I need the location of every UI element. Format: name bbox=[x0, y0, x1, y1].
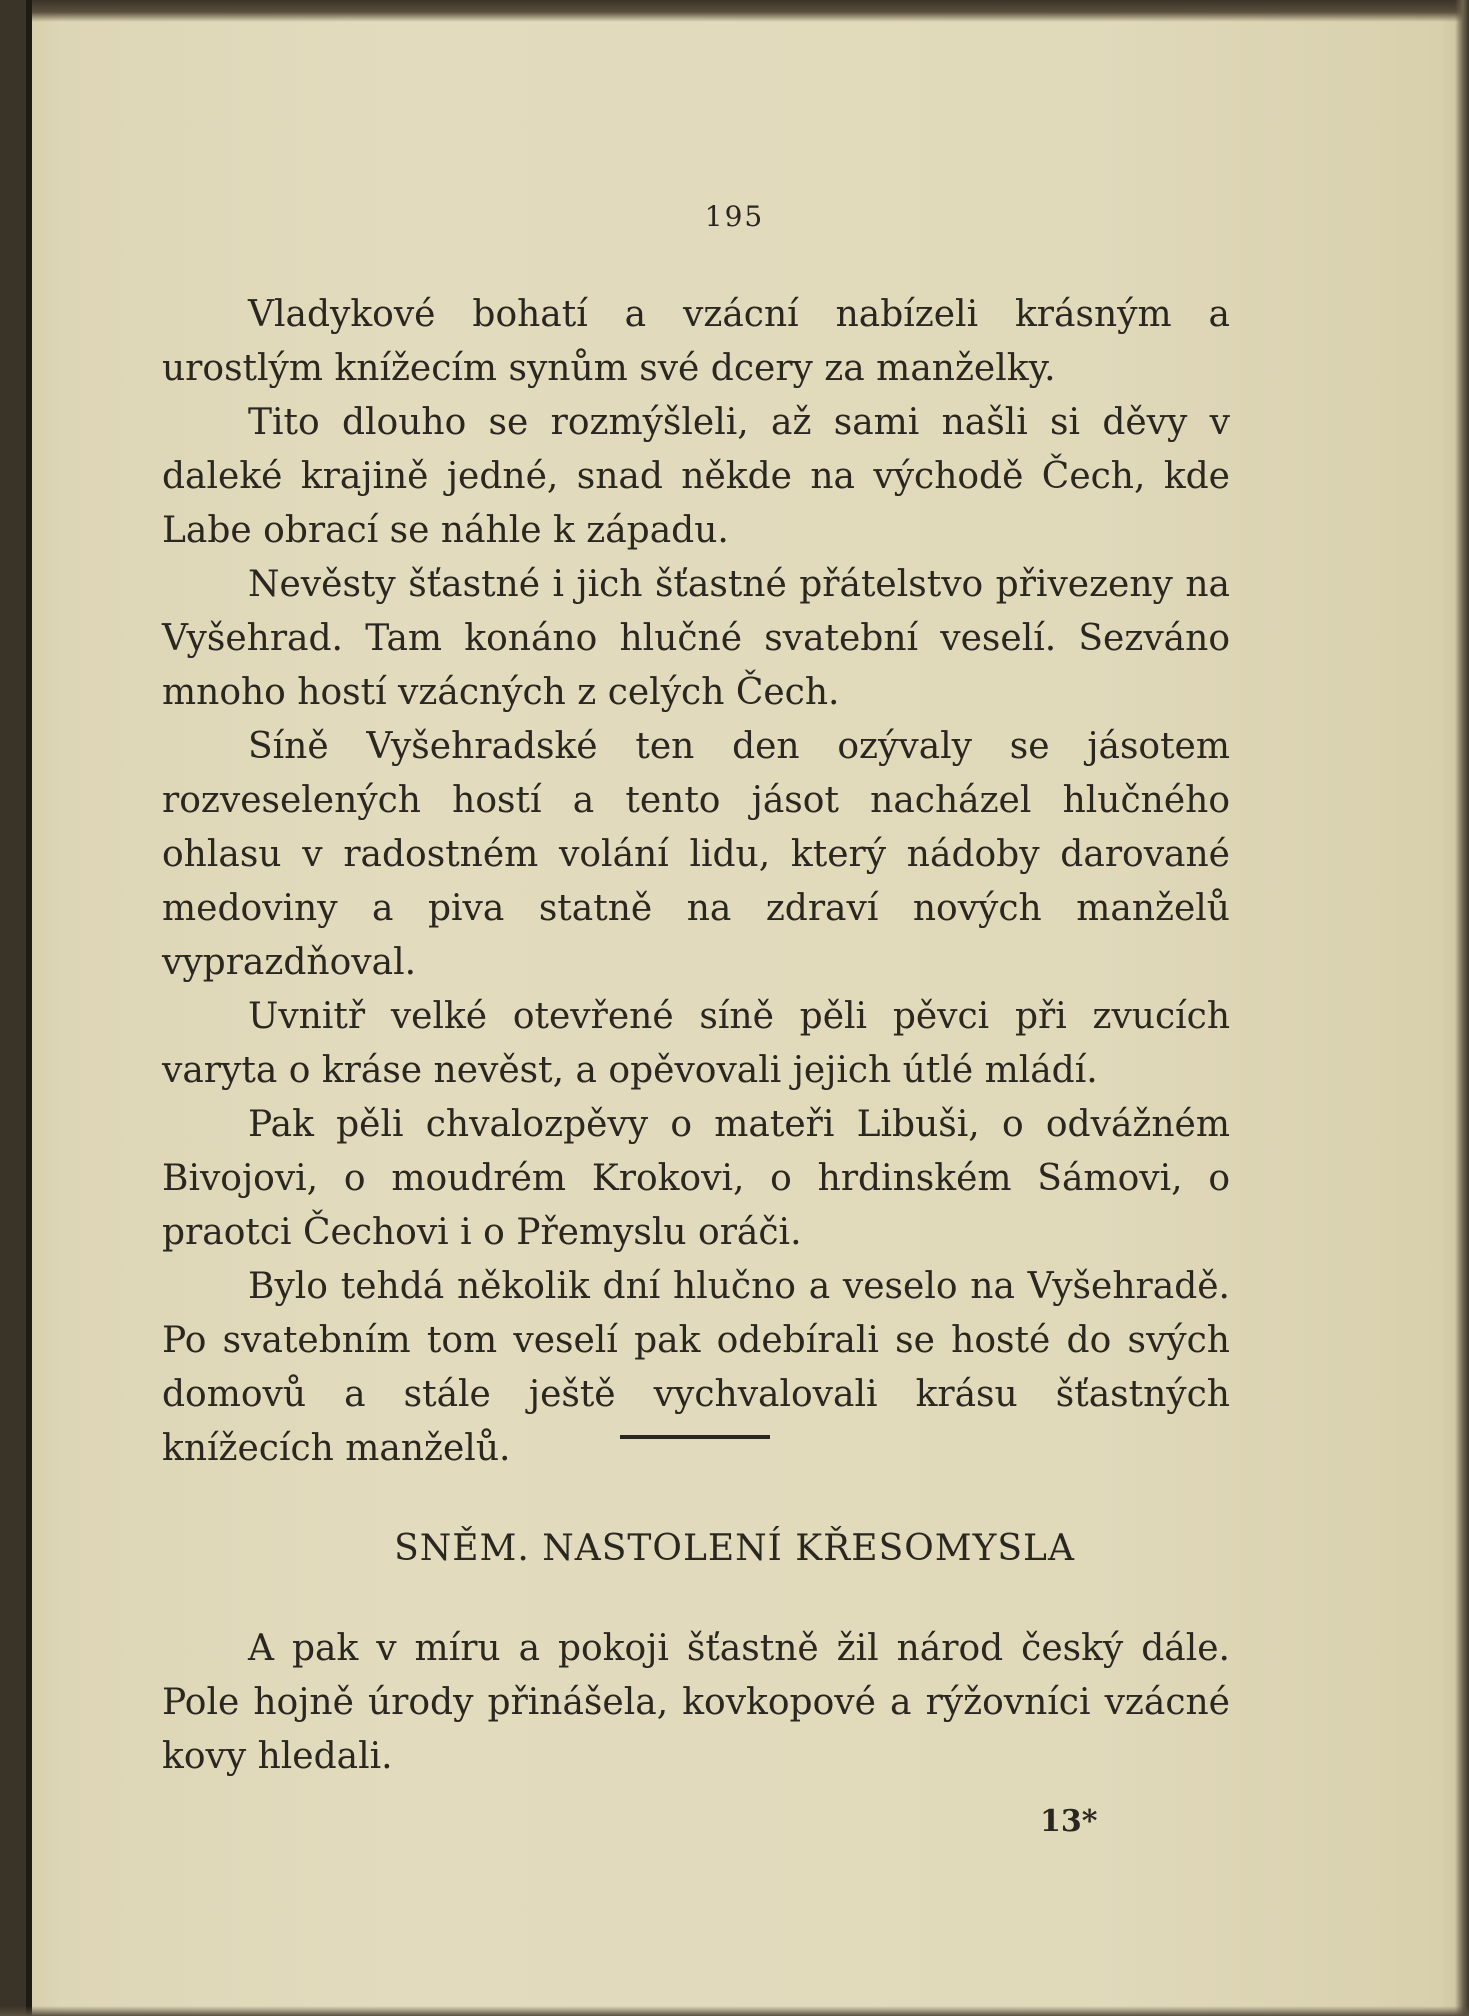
section-divider bbox=[620, 1435, 770, 1439]
page-number: 195 bbox=[704, 200, 765, 233]
paragraph: A pak v míru a pokoji šťastně žil národ český dále. Pole hojně úrody přinášela, kovkopové a rýžovníci vzácné kovy hledali. bbox=[162, 1628, 1230, 1777]
page-top-edge bbox=[0, 0, 1469, 22]
book-spine-line bbox=[26, 0, 32, 2016]
paragraph: Tito dlouho se rozmýšleli, až sami našli si děvy v daleké krajině jedné, snad někde na východě Čech, kde Labe obrací se náhle k západu. bbox=[162, 402, 1230, 551]
paragraph: Vladykové bohatí a vzácní nabízeli krásným a urostlým knížecím synům své dcery za manželky. bbox=[162, 294, 1230, 389]
signature-mark: 13* bbox=[1040, 1804, 1098, 1839]
paragraph: Uvnitř velké otevřené síně pěli pěvci při zvucích varyta o kráse nevěst, a opěvovali jejich útlé mládí. bbox=[162, 996, 1230, 1091]
chapter-text-top bbox=[162, 288, 1230, 1476]
chapter-text-bottom bbox=[162, 1622, 1230, 1784]
page-bottom-edge bbox=[0, 2006, 1469, 2016]
paragraph: Pak pěli chvalozpěvy o mateři Libuši, o odvážném Bivojovi, o moudrém Krokovi, o hrdinském Sámovi, o praotci Čechovi i o Přemyslu oráči. bbox=[162, 1104, 1230, 1253]
section-heading: SNĚM. NASTOLENÍ KŘESOMYSLA bbox=[394, 1528, 1075, 1569]
paragraph: Nevěsty šťastné i jich šťastné přátelstvo přivezeny na Vyšehrad. Tam konáno hlučné svatební veselí. Sezváno mnoho hostí vzácných z celých Čech. bbox=[162, 564, 1230, 713]
paragraph: Bylo tehdá několik dní hlučno a veselo na Vyšehradě. Po svatebním tom veselí pak odebírali se hosté do svých domovů a stále ještě vychvalovali krásu šťastných knížecích manželů. bbox=[162, 1266, 1230, 1469]
page-right-edge bbox=[1455, 0, 1469, 2016]
paragraph: Síně Vyšehradské ten den ozývaly se jásotem rozveselených hostí a tento jásot nacházel hlučného ohlasu v radostném volání lidu, který nádoby darované medoviny a piva statně na zdraví nových manželů vyprazdňoval. bbox=[162, 726, 1230, 983]
